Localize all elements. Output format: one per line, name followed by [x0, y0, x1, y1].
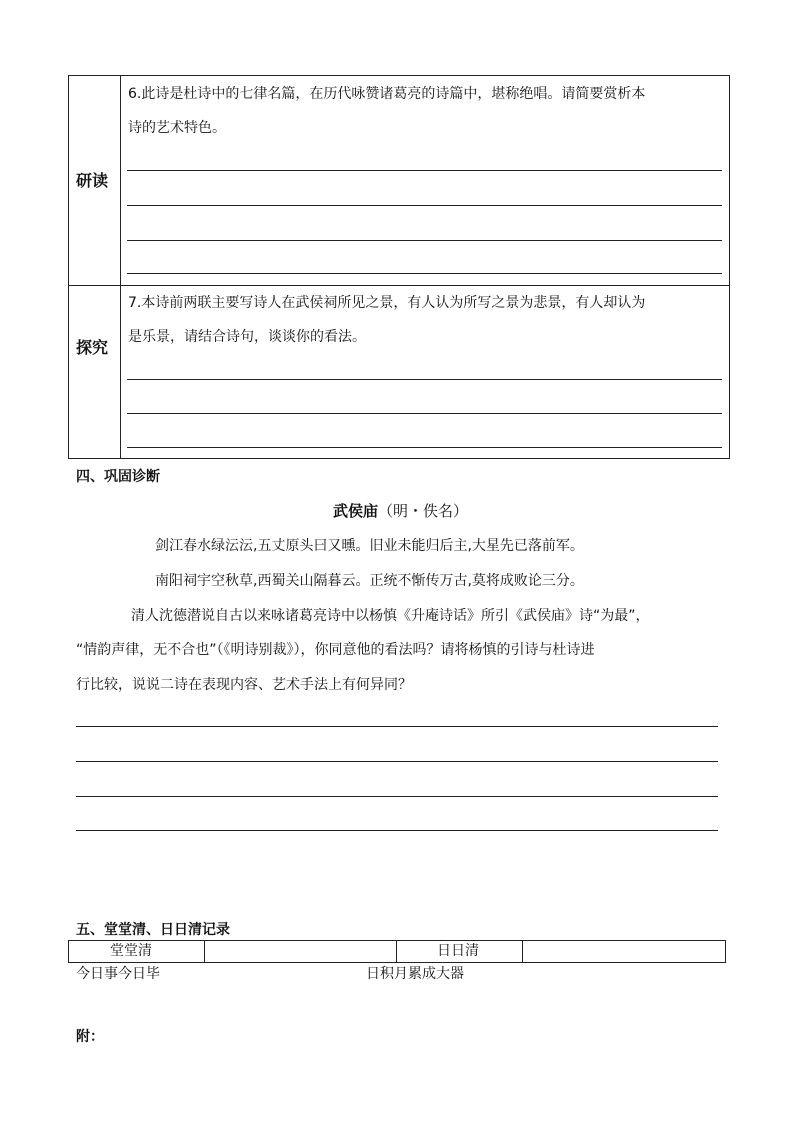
question-6-line2: 诗的艺术特色。	[128, 120, 226, 136]
part4-heading: 四、巩固诊断	[76, 469, 160, 485]
poem-title-line	[333, 501, 468, 521]
record-cell-ririqing[interactable]	[523, 941, 724, 961]
poem-title: 武侯庙	[333, 502, 379, 520]
part4-question-line1: 清人沈德潜说自古以来咏诸葛亮诗中以杨慎《升庵诗话》所引《武侯庙》诗“为最”，	[131, 608, 650, 624]
poem-author: （明・佚名）	[378, 502, 469, 520]
part4-question-line2: “情韵声律，无不合也”（《明诗别裁》），你同意他的看法吗？请将杨慎的引诗与杜诗进	[76, 642, 595, 658]
poem-line-2: 南阳祠宇空秋草,西蜀关山隔暮云。正统不惭传万古,莫将成败论三分。	[155, 573, 584, 589]
motto-right: 日积月累成大器	[366, 966, 464, 982]
part4-question-line3: 行比较，说说二诗在表现内容、艺术手法上有何异同？	[76, 677, 412, 693]
section-label-yandu: 研读	[76, 171, 109, 190]
poem-line-1: 剑江春水绿沄沄,五丈原头曰又曛。旧业未能归后主,大星先已落前军。	[155, 538, 584, 554]
appendix-label: 附：	[76, 1029, 104, 1045]
part5-heading: 五、堂堂清、日日清记录	[76, 922, 230, 938]
motto-left: 今日事今日毕	[76, 966, 160, 982]
record-cell-tangtangqing[interactable]	[205, 941, 395, 961]
record-col-ririqing: 日日清	[437, 943, 479, 959]
question-7-line1: 7.本诗前两联主要写诗人在武侯祠所见之景，有人认为所写之景为悲景，有人却认为	[128, 295, 646, 311]
section-label-tanjiu: 探究	[76, 338, 109, 357]
question-7-line2: 是乐景，请结合诗句，谈谈你的看法。	[128, 329, 366, 345]
record-col-tangtangqing: 堂堂清	[110, 943, 152, 959]
question-6-line1: 6.此诗是杜诗中的七律名篇，在历代咏赞诸葛亮的诗篇中，堪称绝唱。请简要赏析本	[128, 86, 646, 102]
